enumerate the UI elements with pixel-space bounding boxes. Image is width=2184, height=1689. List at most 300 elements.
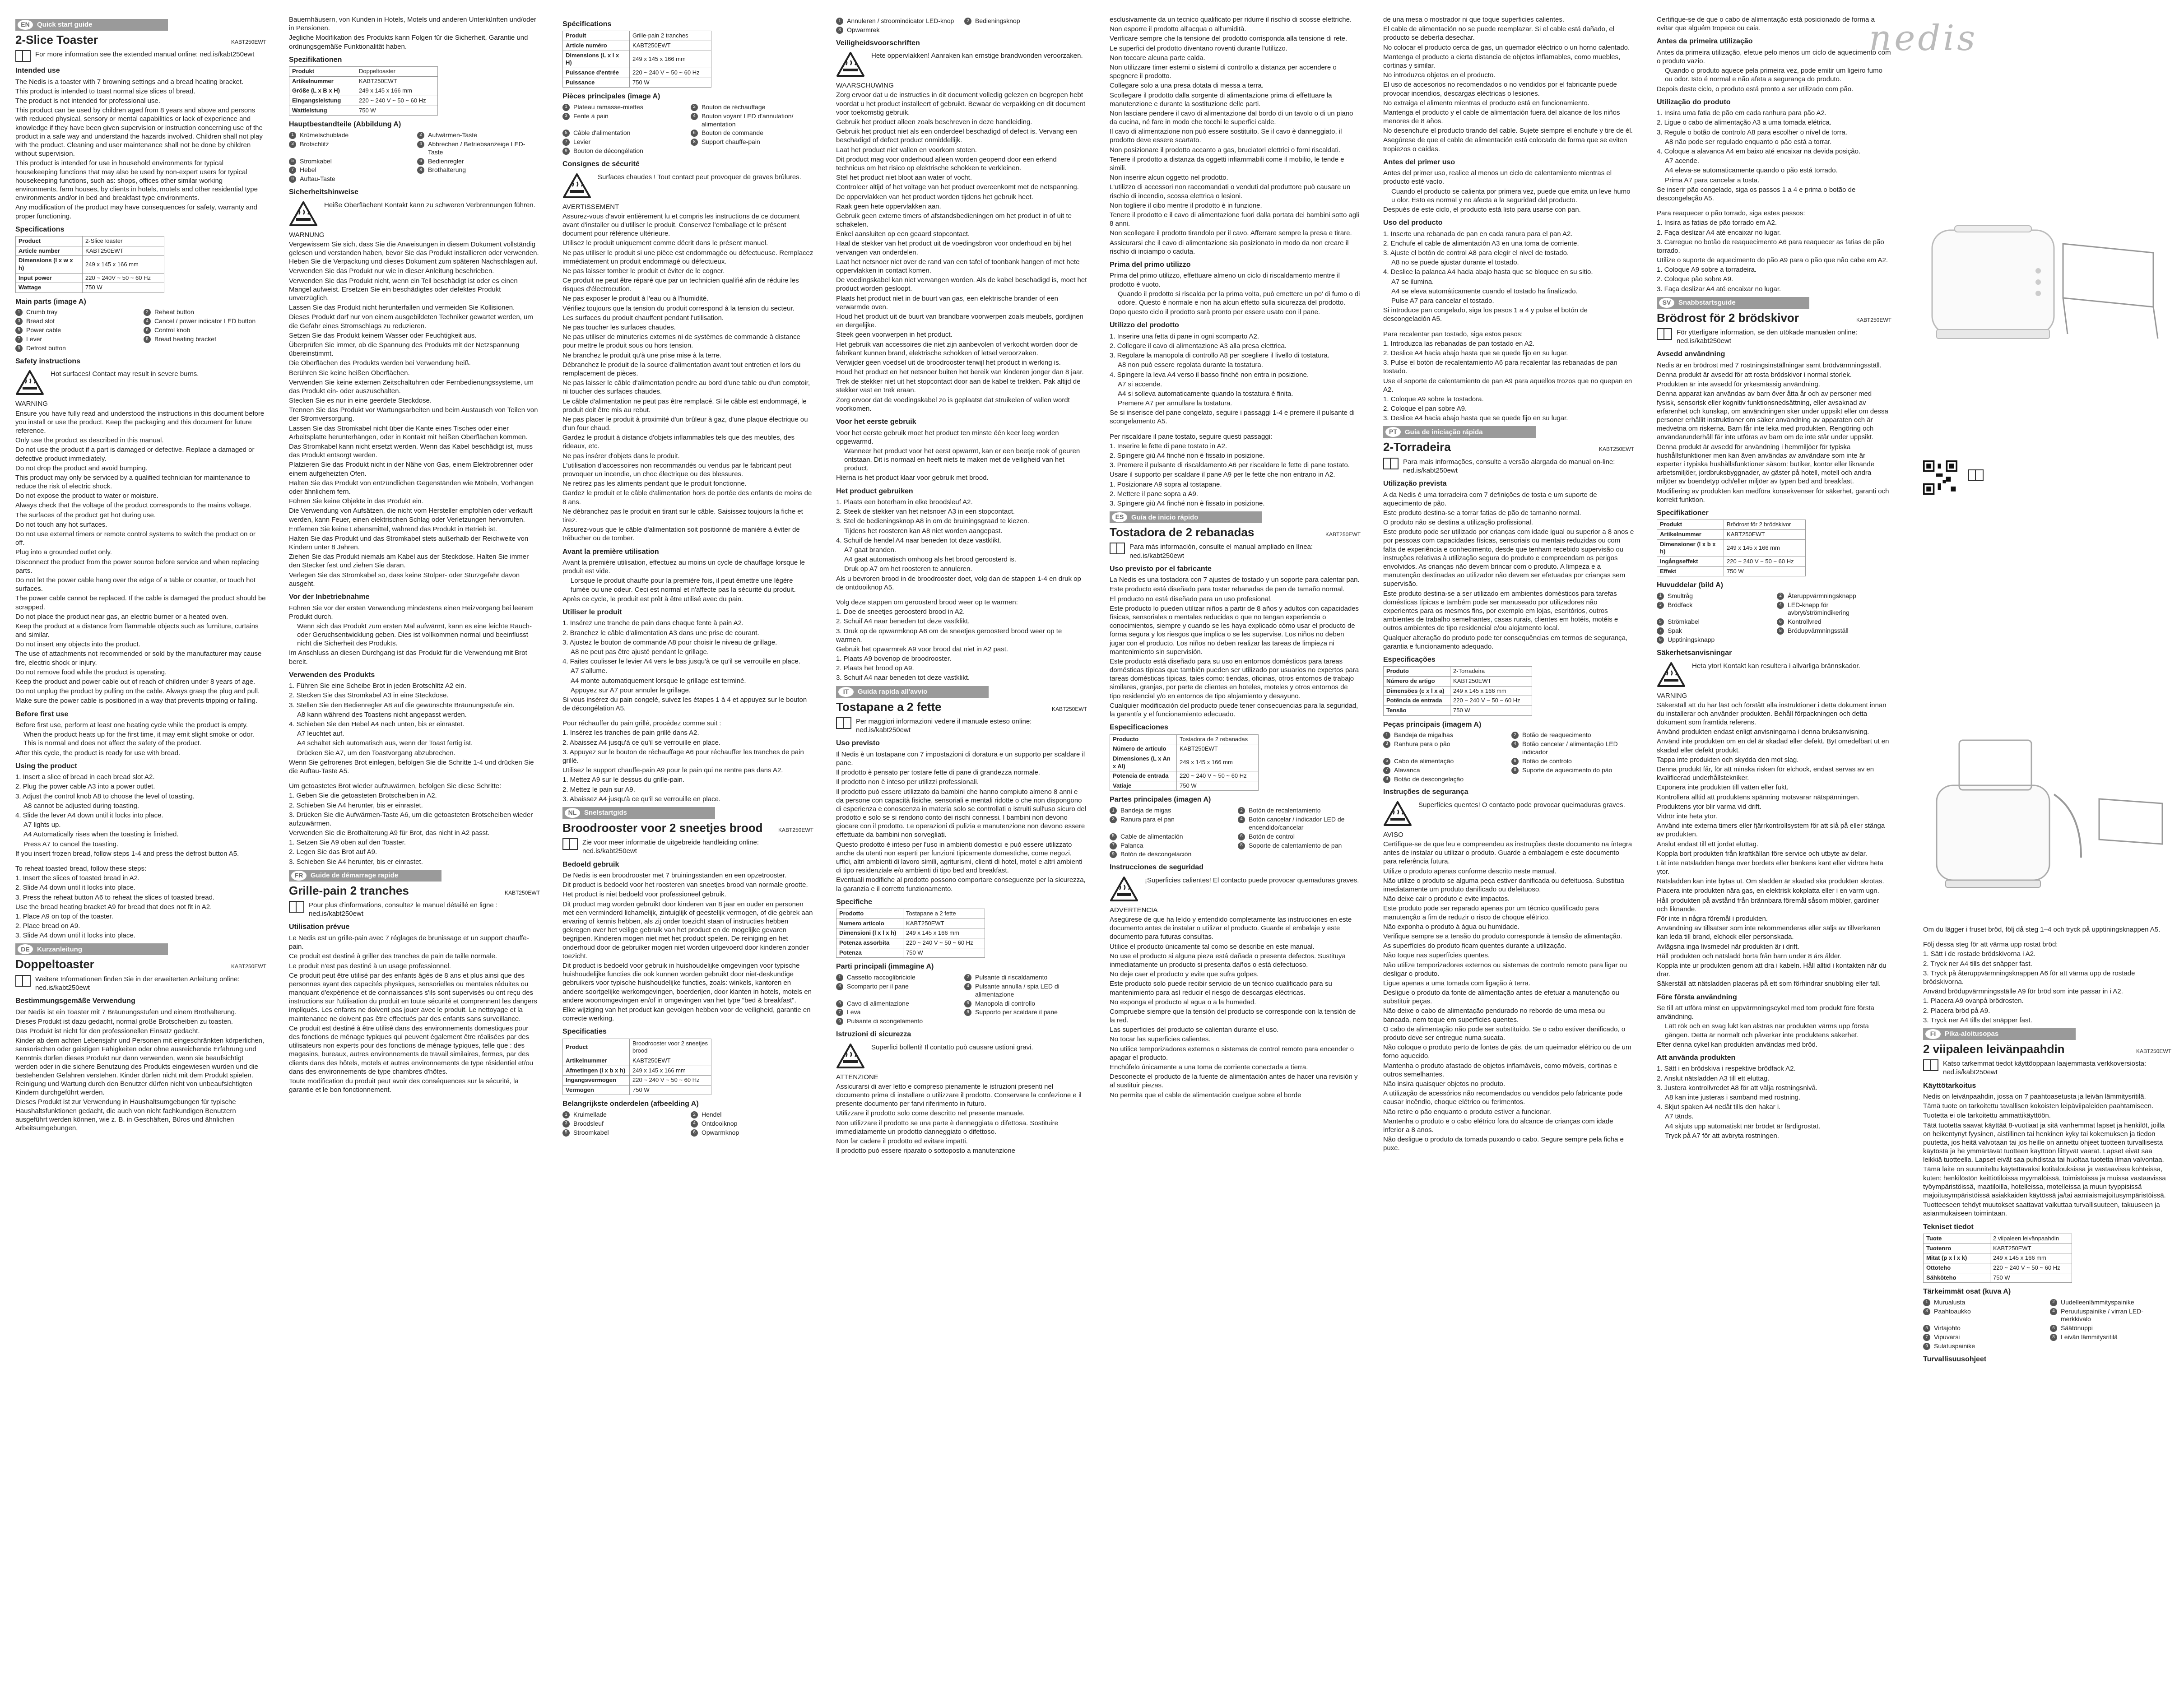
spec-value: 249 x 145 x 166 mm [1724,539,1806,557]
list-item [562,1120,685,1128]
paragraph: 2. Plaats het brood op A9. [836,664,914,673]
manual-book-icon [15,50,31,62]
hot-surface-icon [1383,801,1412,827]
part-label: Soporte de calentamiento de pan [1249,841,1342,849]
column-5 [1110,15,1361,1676]
document-title: Brödrost för 2 brödskivor [1657,311,1799,325]
section-heading: Sicherheitshinweise [289,188,358,196]
section-heading: Spezifikationen [289,56,342,64]
hot-surface-icon [289,201,318,227]
paragraph: Utilisez le support chauffe-pain A9 pour le pain qui ne rentre pas dans A2. [562,766,783,775]
manual-book-icon [836,717,851,729]
hot-surface-warning [15,370,266,396]
part-number-badge: 5 [1923,1325,1930,1332]
part-number-badge: 4 [144,318,151,325]
paragraph: Débranchez le produit de la source d'alimentation avant tout entretien et lors du remplacement de pièces. [562,361,801,377]
table-row [563,78,711,88]
part-label: Smultråg [1668,592,1693,599]
paragraph: Dieses Produkt ist dazu gedacht, normal große Brotscheiben zu toasten. [15,1017,233,1025]
paragraph: 3. Ajustez le bouton de commande A8 pour choisir le niveau de grillage. [562,638,777,646]
paragraph: Verifique sempre se a tensão do produto corresponde à tensão de alimentação. [1383,932,1622,940]
paragraph: 3. Carregue no botão de reaquecimento A6 para reaquecer as fatias de pão torrado. [1657,238,1884,255]
part-number-badge: 2 [1511,732,1519,739]
paragraph: Não coloque o produto perto de fontes de gás, de um queimador elétrico ou de um forno aquecido. [1383,1044,1631,1060]
online-manual-note [836,717,1087,734]
section-heading: Uso del producto [1383,219,1443,227]
paragraph: Dopo questo ciclo il prodotto sarà pronto per essere usato con il pane. [1110,308,1320,316]
paragraph: Antes del primer uso, realice al menos un ciclo de calentamiento mientras el producto esté vacío. [1383,169,1612,186]
table-row [1110,781,1259,791]
part-number-badge: 9 [836,1018,843,1025]
paragraph: No tocar las superficies calientes. [1110,1035,1211,1044]
paragraph: Denna produkt får, för att minska risken för elchock, endast servas av en kvalificerad underhållstekniker. [1657,766,1874,782]
paragraph: Använd produkten endast enligt anvisningarna i denna bruksanvisning. [1657,728,1869,736]
paragraph: Nedis on leivänpaahdin, jossa on 7 paahtoasetusta ja leivän lämmitysritilä. [1923,1092,2146,1100]
paragraph: Ce produit est destiné à être utilisé dans des environnements domestiques pour des fonctions de ménage typiques qui peuvent également être réalisées par des utilisateurs non experts pour des fonctions de ménage typiques, telle que : des magasins, bureaux, autres environnements de travail similaires, fermes, par des clients dans des hôtels, motels et autres environnements de type résidentiel et/ou dans des environnements de type chambres d'hôtes. [289,1024,534,1076]
paragraph: A7 acende. [1665,157,1699,165]
part-number-badge: 5 [562,130,570,137]
part-label: Ranura para el pan [1120,815,1175,823]
table-row [836,919,985,928]
online-manual-text: Pour plus d'informations, consultez le manuel détaillé en ligne : ned.is/kabt250ewt [309,901,498,918]
paragraph: Certifique-se de que o cabo de alimentação está posicionado de forma a evitar que alguém tropece ou caia. [1657,16,1875,32]
paragraph: 3. Abaissez A4 jusqu'à ce qu'il se verrouille en place. [562,795,721,803]
language-header [836,686,989,698]
table-row [1110,734,1259,744]
list-item [1238,807,1361,815]
paragraph: 3. Drücken Sie die Aufwärmen-Taste A6, um die getoasteten Brotscheiben wieder aufzuwärmen. [289,811,533,827]
paragraph: Only use the product as described in this manual. [15,436,164,445]
part-number-badge: 7 [1383,767,1390,774]
spec-label: Tuote [1924,1234,1990,1244]
paragraph: 4. Skjut spaken A4 nedåt tills den hakar i. [1657,1103,1781,1111]
document-title: Doppeltoaster [15,957,94,971]
warning-text: Hot surfaces! Contact may result in severe burns. [51,370,199,378]
part-label: Cassetto raccoglibriciole [847,973,915,981]
article-code: KABT250EWT [1325,531,1361,538]
list-item [562,1111,685,1119]
paragraph: 1. Placera A9 ovanpå brödrosten. [1923,997,2024,1005]
column-7 [1657,15,1891,1676]
paragraph: This product may only be serviced by a qualified technician for maintenance to reduce the risk of electric shock. [15,473,251,491]
spec-label: Vatiaje [1110,781,1177,791]
paragraph: Koppla inte ur produkten genom att dra i kabeln. Håll alltid i kontakten när du drar. [1657,961,1887,979]
paragraph: Do not expose the product to water or moisture. [15,492,158,500]
paragraph: Koppla bort produkten från kraftkällan före service och utbyte av delar. [1657,849,1868,858]
manual-book-icon [1923,1059,1938,1071]
document-title: 2 viipaleen leivänpaahdin [1923,1042,2065,1056]
part-number-badge: 8 [144,336,151,343]
part-number-badge: 8 [2050,1334,2057,1341]
document-title: 2-Slice Toaster [15,33,98,46]
spec-label: Artikelnummer [563,1056,630,1066]
list-item [964,1000,1087,1008]
paragraph: Die Verwendung von Aufsätzen, die nicht vom Hersteller empfohlen oder verkauft werden, kann Feuer, einen elektrischen Schlag oder Verletzungen hervorrufen. [289,507,533,524]
paragraph: Non esporre il prodotto all'acqua o all'umidità. [1110,25,1246,33]
paragraph: Dieses Produkt ist zur Verwendung in Haushaltsumgebungen für typische Haushaltsfunktionen gedacht, die auch von nicht fachkundigen Benutzern ausgeführt werden können, wie z. B. in Geschäften, Büros und ähnlichen Arbeitsumgebungen, [15,1098,236,1132]
paragraph: Avlägsna inga livsmedel när produkten är i drift. [1657,942,1799,951]
manual-book-icon [562,838,578,850]
part-number-badge: 4 [691,1120,698,1128]
specifications-table [289,66,438,116]
part-number-badge: 7 [15,336,23,343]
list-item [417,131,540,139]
paragraph: Quando il prodotto si riscalda per la prima volta, può emettere un po' di fumo o di odore. Questo è normale e non ha alcun effetto sulla sicurezza del prodotto. [1118,290,1360,306]
list-item [1511,740,1634,756]
document-title: Tostapane a 2 fette [836,700,942,714]
language-code: ES [1111,512,1128,523]
manual-book-icon [1110,543,1125,554]
document-title-row [1657,311,1891,325]
language-heading: Pika-aloitusopas [1945,1030,1999,1038]
paragraph: Ligue apenas a uma tomada com ligação à terra. [1383,979,1531,987]
paragraph: No extraiga el alimento mientras el producto está en funcionamiento. [1383,99,1589,107]
table-row [289,86,438,96]
part-number-badge: 8 [1238,842,1245,849]
spec-value: 249 x 145 x 166 mm [903,928,985,938]
language-header [1923,1028,2076,1040]
table-row [1924,1263,2072,1273]
paragraph: Não deixe cair o produto e evite impactos. [1383,895,1510,903]
paragraph: 1. Inserte una rebanada de pan en cada ranura para el pan A2. [1383,230,1573,238]
paragraph: A7 gaat branden. [844,546,897,554]
document-title: Tostadora de 2 rebanadas [1110,525,1255,539]
paragraph: Before first use, perform at least one heating cycle while the product is empty. [15,721,248,729]
paragraph: Gardez le produit à distance d'objets inflammables tels que des meubles, des rideaux, etc. [562,434,795,450]
part-label: Botón cancelar / indicador LED de encendido/cancelar [1249,815,1345,831]
part-label: Hebel [300,166,316,174]
part-label: Reheat button [154,308,194,316]
paragraph: Cualquier modificación del producto puede tener consecuencias para la seguridad, la garantía y el funcionamiento adecuado. [1110,701,1358,719]
paragraph: Do not use external timers or remote control systems to switch the product on or off. [15,530,256,547]
paragraph: El producto no está diseñado para un uso profesional. [1110,595,1272,603]
section-heading: Specificaties [562,1028,607,1036]
spec-value: KABT250EWT [903,919,985,928]
paragraph: Ensure you have fully read and understood the instructions in this document before you install or use the product. Keep the packaging and this document for future reference. [15,409,265,435]
table-row [1657,520,1806,530]
paragraph: 2. Schieben Sie A4 herunter, bis er einrastet. [289,801,423,809]
paragraph: Any modification of the product may have consequences for safety, warranty and proper functioning. [15,204,257,220]
part-label: Levier [573,138,591,146]
language-heading: Guia de iniciação rápida [1405,428,1483,436]
list-item [964,983,1087,999]
list-item [289,131,412,139]
paragraph: Kontrollera alltid att produktens spänning motsvarar nätspänningen. [1657,793,1860,801]
section-heading: Vor der Inbetriebnahme [289,593,370,601]
language-heading: Guida rapida all'avvio [858,688,928,696]
list-item [144,308,266,316]
language-heading: Kurzanleitung [37,945,82,953]
section-heading: Antes del primer uso [1383,158,1455,166]
paragraph: Cuando el producto se calienta por primera vez, puede que emita un leve humo u olor. Esto es normal y no afecta a la seguridad del producto. [1391,187,1631,204]
paragraph: Användning av tillsatser som inte rekommenderas eller säljs av tillverkaren kan leda till brand, elchock eller personskada. [1657,924,1881,941]
paragraph: 2. Abaissez A4 jusqu'à ce qu'il se verrouille en place. [562,738,721,747]
language-heading: Guide de démarrage rapide [311,872,399,880]
list-item [836,974,959,982]
paragraph: 2. Place bread on A9. [15,922,80,930]
section-heading: Intended use [15,67,60,75]
paragraph: Der Nedis ist ein Toaster mit 7 Bräunungsstufen und einem Brothalterung. [15,1008,237,1016]
paragraph: Ne retirez pas les aliments pendant que le produit fonctionne. [562,480,747,488]
online-manual-note [562,838,813,855]
language-header [15,19,168,31]
section-heading: Main parts (image A) [15,297,86,306]
paragraph: A4 gaat automatisch omhoog als het brood geroosterd is. [844,556,1017,564]
paragraph: 3. Press the reheat button A6 to reheat the slices of toasted bread. [15,893,215,901]
part-label: Vipuvarsi [1934,1333,1960,1341]
list-item [691,129,813,137]
paragraph: Tätä tuotetta saavat käyttää 8-vuotiaat ja sitä vanhemmat lapset ja henkilöt, joilla on heikentynyt fyysinen, aistillinen tai henkinen kyky tai kokemuksen ja tiedon puutetta, jos heitä valvotaan tai jos heille on annettu ohjeet tuotteen turvallisesta käytöstä ja he ymmärtävät tuotteen käyttöön liittyvät vaarat. Lapset eivät saa leikkiä tuotteella. Lapset eivät saa puhdistaa tai huoltaa tuotetta ilman valvontaa. [1923,1121,2165,1164]
spec-label: Prodotto [836,909,903,919]
list-item [1657,636,1771,644]
paragraph: Il cavo di alimentazione non può essere sostituito. Se il cavo è danneggiato, il prodotto deve essere scartato. [1110,128,1342,144]
paragraph: A8 cannot be adjusted during toasting. [23,802,139,810]
paragraph: Das Stromkabel kann nicht ersetzt werden. Wenn das Kabel beschädigt ist, muss das Produkt entsorgt werden. [289,443,533,459]
document-title-row [15,957,266,972]
paragraph: A da Nedis é uma torradeira com 7 definições de tosta e um suporte de aquecimento de pão. [1383,491,1597,507]
section-heading: Partes principales (imagen A) [1110,796,1211,804]
paragraph: Não toque nas superfícies quentes. [1383,951,1490,960]
part-label: Spak [1668,627,1682,635]
spec-value: 220 ~ 240 V ~ 50 ~ 60 Hz [903,938,985,948]
paragraph: Kinder ab dem achten Lebensjahr und Personen mit eingeschränkten körperlichen, sensorischen oder geistigen Fähigkeiten oder ohne ausreichende Erfahrung und Kenntnis dürfen dieses Produkt nur dann verwenden, wenn sie beaufsichtigt werden oder in die sichere Benutzung des Produkts eingewiesen wurden und die bestehenden Gefahren verstehen. Kinder dürfen nicht mit dem Produkt spielen. Reinigung und Wartung durch den Benutzer dürfen nicht von unbeaufsichtigten Kindern durchgeführt werden. [15,1037,265,1097]
section-heading: Säkerhetsanvisningar [1657,649,1732,657]
part-number-badge: 7 [836,1009,843,1016]
paragraph: Appuyez sur A7 pour annuler le grillage. [571,686,691,694]
qr-code [1923,460,1957,495]
list-item [2050,1333,2171,1341]
paragraph: To reheat toasted bread, follow these steps: [15,864,147,872]
specifications-table [1923,1234,2072,1283]
paragraph: Assurez-vous d'avoir entièrement lu et compris les instructions de ce document avant d'installer ou d'utiliser le produit. Conservez l'emballage et le présent document pour référence ultérieure. [562,212,800,238]
paragraph: Tenere il prodotto e il cavo di alimentazione fuori dalla portata dei bambini sotto agli 8 anni. [1110,211,1359,228]
list-item [1238,833,1361,841]
part-number-badge: 1 [1923,1299,1930,1306]
manual-book-icon [1968,469,1984,481]
main-parts-list [562,103,813,155]
table-row [16,256,164,273]
paragraph: Gebruik het opwarmrek A9 voor brood dat niet in A2 past. [836,645,1008,653]
section-heading: Huvuddelar (bild A) [1657,581,1723,589]
part-number-badge: 8 [1511,767,1519,774]
warning-text: ¡Superficies calientes! El contacto puede provocar quemaduras graves. [1145,876,1359,884]
table-row [1384,677,1532,687]
online-manual-text: Zie voor meer informatie de uitgebreide handleiding online: ned.is/kabt250ewt [582,839,759,855]
spec-label: Eingangsleistung [289,96,356,106]
table-row [563,1039,711,1056]
list-item [417,140,540,157]
spec-label: Ottoteho [1924,1263,1990,1273]
paragraph: Håll produkten och nätsladd borta från barn under 8 års ålder. [1657,952,1842,960]
part-number-badge: 9 [1383,776,1390,783]
warning-text: Surfaces chaudes ! Tout contact peut provoquer de graves brûlures. [598,173,801,181]
part-number-badge: 9 [1657,636,1664,644]
list-item [1923,1342,2045,1350]
paragraph: Compruebe siempre que la tensión del producto se corresponde con la tensión de la red. [1110,1007,1356,1025]
specifications-table [15,236,164,293]
list-item [1923,1308,2045,1324]
paragraph: Stel het product niet bloot aan water of vocht. [836,174,972,182]
paragraph: Después de este ciclo, el producto está listo para usarse con pan. [1383,206,1581,214]
column-6 [1383,15,1634,1676]
paragraph: 2. Slide A4 down until it locks into place. [15,884,135,892]
paragraph: Este producto está diseñado para tostar rebanadas de pan de tamaño normal. [1110,585,1345,594]
paragraph: L'utilisation d'accessoires non recommandés ou vendus par le fabricant peut provoquer un incendie, un choc électrique ou des blessures. [562,461,791,478]
paragraph: El cable de alimentación no se puede reemplazar. Si el cable está dañado, el producto se debería desechar. [1383,25,1614,42]
online-manual-text: För ytterligare information, se den utökade manualen online: ned.is/kabt250ewt [1677,329,1858,345]
paragraph: 4. Schieben Sie den Hebel A4 nach unten, bis er einrastet. [289,720,465,728]
column-2 [289,15,540,1676]
spec-value: 220 ~ 240V ~ 50 ~ 60 Hz [83,273,164,283]
section-heading: Tekniset tiedot [1923,1223,1974,1231]
paragraph: Trek de stekker niet uit het stopcontact door aan de kabel te trekken. Pak altijd de stekker vast en trek eraan. [836,378,1081,394]
online-manual-text: Para más información, consulte el manual ampliado en línea: ned.is/kabt250ewt [1129,543,1313,560]
list-item [1511,757,1634,766]
part-number-badge: 6 [417,158,424,165]
paragraph: Lassen Sie das Stromkabel nicht über die Kante eines Tisches oder einer Arbeitsplatte herunterhängen, oder in Kontakt mit heißen Oberflächen kommen. [289,424,528,441]
paragraph: Utilizzare il prodotto solo come descritto nel presente manuale. [836,1109,1025,1118]
paragraph: 1. Insert a slice of bread in each bread slot A2. [15,773,155,781]
paragraph: Denna produkt är avsedd för användning i hemmiljöer för typiska hushållsfunktioner men kan även användas av användare som inte är experter i typiska hushållsfunktioner såsom: butiker, kontor eller liknande arbetsmiljöer, jordbruksbyggnader, av gäster på hotell, motell och andra miljöer av boendetyp och/eller miljöer av typen bed and breakfast. [1657,443,1874,486]
list-item [562,129,685,137]
part-label: Bread heating bracket [154,335,216,343]
paragraph: Im Anschluss an diesen Durchgang ist das Produkt für die Verwendung mit Brot bereit. [289,649,527,666]
paragraph: 3. Schuif A4 naar beneden tot deze vastklikt. [836,674,970,682]
paragraph: Laat het product niet vallen en voorkom stoten. [836,146,977,154]
list-item [1657,618,1771,626]
paragraph: Tenere il prodotto a distanza da oggetti infiammabili come il mobilio, le tende e simili. [1110,155,1344,172]
online-manual-note [1110,543,1361,560]
part-number-badge: 4 [1777,602,1784,609]
paragraph: Le superfici del prodotto diventano roventi durante l'utilizzo. [1110,44,1287,52]
table-row [289,96,438,106]
paragraph: Führen Sie vor der ersten Verwendung mindestens einen Heizvorgang bei leerem Produkt durch. [289,604,534,621]
part-label: Abbrechen / Betriebsanzeige LED-Taste [428,140,525,156]
spec-value: KABT250EWT [630,41,711,51]
part-label: Hendel [702,1110,722,1118]
online-manual-text: Weitere Informationen finden Sie in der erweiterten Anleitung online: ned.is/kabt250ewt [35,975,240,992]
language-header [1383,426,1536,438]
paragraph: Per riscaldare il pane tostato, seguire questi passaggi: [1110,432,1273,441]
paragraph: Använd inte produkten om en del är skadad eller defekt. Byt omedelbart ut en skadad eller defekt produkt. [1657,738,1889,754]
table-row [289,106,438,116]
paragraph: 2. Stecken Sie das Stromkabel A3 in eine Steckdose. [289,691,449,700]
paragraph: Dit product mag voor onderhoud alleen worden geopend door een erkend technicus om het risico op elektrische schokken te verkleinen. [836,155,1057,172]
paragraph: Usare il supporto per scaldare il pane A9 per le fette che non entrano in A2. [1110,471,1335,479]
list-item [691,112,813,129]
list-item [417,158,540,166]
paragraph: Asegúrese de que ha leído y entendido completamente las instrucciones en este documento antes de instalar o utilizar el producto. Guarde el embalaje y este documento para futuras consultas. [1110,916,1352,941]
table-row [563,1056,711,1066]
spec-label: Dimensioni (l x l x h) [836,928,903,938]
part-label: Stromkabel [300,157,332,165]
part-label: Manopola di controllo [975,999,1036,1007]
part-label: Lever [26,335,42,343]
section-heading: Hauptbestandteile (Abbildung A) [289,121,401,129]
paragraph: Gebruik het product niet als een onderdeel beschadigd of defect is. Vervang een beschadigd of defect product onmiddellijk. [836,128,1077,144]
paragraph: 3. Stellen Sie den Bedienregler A8 auf die gewünschte Bräunungsstufe ein. [289,701,515,709]
part-number-badge: 9 [1923,1343,1930,1350]
paragraph: Modifiering av produkten kan medföra konsekvenser för säkerhet, garanti och korrekt funktion. [1657,487,1889,504]
paragraph: 3. Deslice A4 hacia abajo hasta que se quede fijo en su lugar. [1383,414,1568,422]
paragraph: This product can be used by children aged from 8 years and above and persons with reduced physical, sensory or mental capabilities or lack of experience and knowledge if they have been given supervision or instruction concerning use of the product in a safe way and understand the hazards involved. Children shall not play with the product. Cleaning and user maintenance shall not be done by children without supervision. [15,107,263,158]
part-label: Kruimellade [573,1110,607,1118]
paragraph: The product is not intended for professional use. [15,97,161,105]
spec-label: Produkt [289,67,356,77]
paragraph: Non scollegare il prodotto tirandolo per il cavo. Afferrare sempre la presa e tirare. [1110,229,1352,237]
paragraph: Entfernen Sie keine Lebensmittel, während das Produkt in Betrieb ist. [289,525,497,533]
paragraph: Il Nedis è un tostapane con 7 impostazioni di doratura e un supporto per scaldare il pane. [836,750,1085,767]
paragraph: 1. Insérez les tranches de pain grillé dans A2. [562,729,699,737]
part-number-badge: 3 [15,318,23,325]
paragraph: Laat het netsnoer niet over de rand van een tafel of toonbank hangen of met hete oppervlakken in contact komen. [836,258,1080,275]
online-manual-note [289,901,540,918]
list-item [1238,816,1361,832]
spec-label: Dimensions (l x w x h) [16,256,83,273]
paragraph: 3. Premere il pulsante di riscaldamento A6 per riscaldare le fette di pane tostato. [1110,461,1350,469]
language-header [1110,511,1262,523]
part-number-badge: 1 [1383,732,1390,739]
paragraph: 2. Steek de stekker van het netsnoer A3 in een stopcontact. [836,508,1015,516]
paragraph: A7 s'allume. [571,667,608,675]
part-label: Brödfack [1668,601,1693,608]
paragraph: Always check that the voltage of the product corresponds to the mains voltage. [15,501,251,510]
main-parts-list [1383,731,1634,783]
paragraph: Låt inte nätsladden hänga över bordets eller bänkens kant eller vidröra heta ytor. [1657,859,1883,876]
part-number-badge: 4 [691,113,698,120]
part-number-badge: 3 [1923,1308,1930,1315]
paragraph: Scollegare il prodotto dalla sorgente di alimentazione prima di effettuare la manutenzione e durante la sostituzione delle parti. [1110,91,1332,108]
part-number-badge: 7 [562,139,570,146]
paragraph: Setzen Sie das Produkt keinem Wasser oder Feuchtigkeit aus. [289,331,477,339]
paragraph: De voedingskabel kan niet vervangen worden. Als de kabel beschadigd is, moet het product worden gesloopt. [836,276,1087,293]
paragraph: Hierna is het product klaar voor gebruik met brood. [836,474,989,482]
paragraph: A7 lights up. [23,821,61,829]
document-title-row [15,32,266,47]
list-item [836,1017,959,1025]
list-item [1383,731,1506,739]
section-heading: Utilização prevista [1383,480,1447,488]
paragraph: Non utilizzare il prodotto se una parte è danneggiata o difettosa. Sostituire immediatamente un prodotto danneggiato o difettoso. [836,1119,1058,1136]
hot-surface-icon [836,51,865,78]
spec-label: Dimensioner (l x b x h) [1657,539,1724,557]
paragraph: 1. Führen Sie eine Scheibe Brot in jeden Brotschlitz A2 ein. [289,682,466,690]
part-label: Uudelleenlämmityspainike [2061,1298,2134,1306]
paragraph: Ziehen Sie das Produkt niemals am Kabel aus der Steckdose. Halten Sie immer den Stecker fest und ziehen Sie daran. [289,553,529,570]
section-heading: Veiligheidsvoorschriften [836,39,920,47]
paragraph: Questo prodotto è inteso per l'uso in ambienti domestici e può essere utilizzato anche da utenti non esperti per funzioni tipicamente domestiche, come negozi, uffici, altri ambienti di lavoro simili, agriturismi, clienti di hotel, motel e altri ambienti di tipo residenziale e/o ambienti di tipo bed and breakfast. [836,840,1083,875]
paragraph: Não deixe o cabo de alimentação pendurado no rebordo de uma mesa ou bancada, nem toque em superfícies quentes. [1383,1007,1605,1024]
warning-text: Hete oppervlakken! Aanraken kan ernstige brandwonden veroorzaken. [871,52,1083,60]
paragraph: Se si inserisce del pane congelato, seguire i passaggi 1-4 e premere il pulsante di scongelamento A5. [1110,409,1355,426]
spec-label: Dimensões (c x l x a) [1384,686,1450,696]
paragraph: Este produto pode ser reparado apenas por um técnico qualificado para manutenção a fim de reduzir o risco de choque elétrico. [1383,905,1599,921]
spec-value: 220 ~ 240 V ~ 50 ~ 60 Hz [1177,771,1259,781]
online-manual-text: For more information see the extended manual online: ned.is/kabt250ewt [35,51,255,59]
paragraph: Håll produkten på avstånd från brännbara föremål såsom möbler, gardiner och liknande. [1657,896,1879,913]
spec-value: 750 W [83,283,164,293]
section-heading: Uso previsto por el fabricante [1110,565,1212,573]
list-item [1383,757,1506,766]
paragraph: O cabo de alimentação não pode ser substituído. Se o cabo estiver danificado, o produto deve ser entregue numa sucata. [1383,1025,1626,1042]
language-code: NL [564,807,581,818]
paragraph: Non togliere il cibo mentre il prodotto è in funzione. [1110,201,1262,209]
list-item [15,335,138,343]
paragraph: Para recalentar pan tostado, siga estos pasos: [1383,330,1523,338]
paragraph: Gebruik het product alleen zoals beschreven in deze handleiding. [836,118,1032,126]
list-item [144,335,266,343]
paragraph: Denna apparat kan användas av barn över åtta år och av personer med fysisk, sensorisk eller kognitiv funktionsnedsättning, eller avsaknad av erfarenhet och kunskap, om användningen sker under uppsikt eller om dessa personer erhållit instruktioner om säker användning av apparaten och är medvetna om riskerna. Barn får inte leka med produkten. Rengöring och användarunderhåll får inte utföras av barn om de inte står under uppsikt. [1657,390,1888,441]
